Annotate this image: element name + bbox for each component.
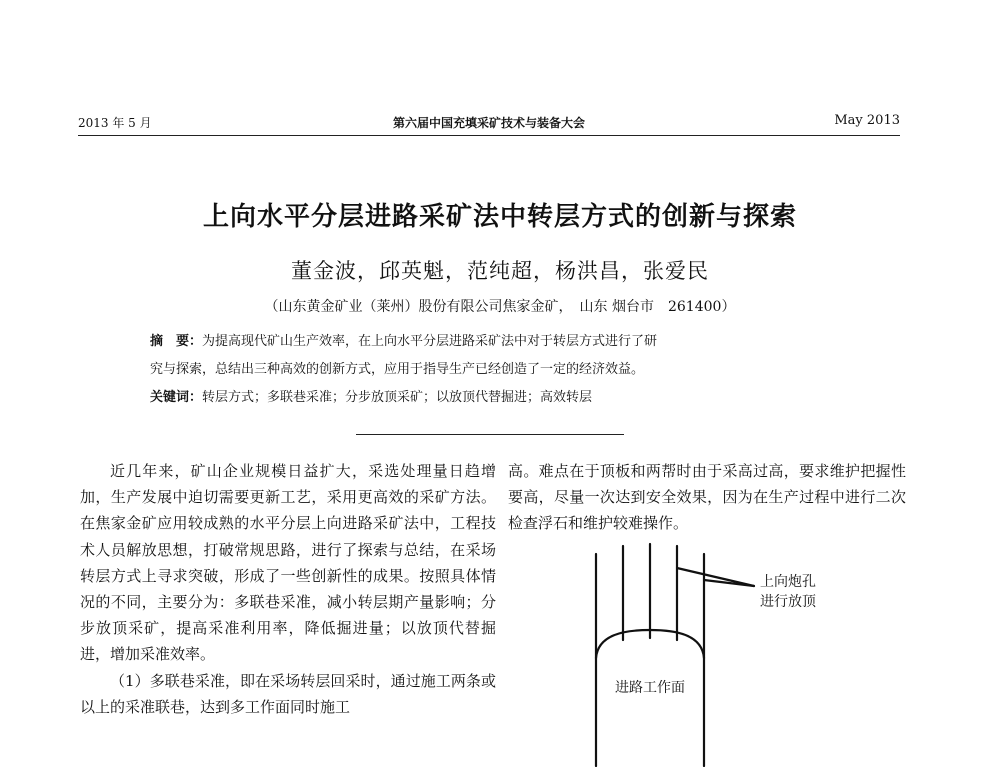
callout-leader [677,568,754,586]
paragraph-intro [80,458,496,668]
abstract-line-1 [150,332,850,352]
callout-text-1: 上向炮孔 [760,574,816,590]
keywords-line [150,388,850,408]
body-left-column [80,458,496,720]
text-line: 效的采矿方法。在焦家金矿应用较成熟的水平分层 [80,488,496,533]
paper-authors: 董金波，邱英魁，范纯超，杨洪昌，张爱民 [291,259,709,283]
paper-affiliation: （山东黄金矿业（莱州）股份有限公司焦家金矿， 山东 烟台市 261400） [264,299,736,315]
text-line: 顶代替掘进，增加采准效率。 [80,619,496,664]
paragraph-multi-lane [80,668,496,720]
text-line: 日趋增加，生产发展中迫切需要更新工艺，采用更高 [80,462,496,507]
text-line: 不同，主要分为：多联巷采准，减小转层期产量影响； [110,593,481,612]
abstract-text-1: 为提高现代矿山生产效率，在上向水平分层进路采矿法中对于转层方式进行了研 [202,334,658,349]
text-line: （1）多联巷采准，即在采场转层回采时，通过施 [110,671,436,690]
text-line: 上向进路采矿法中，工程技术人员解放思想，打破常 [80,514,496,559]
paper-title: 上向水平分层进路采矿法中转层方式的创新与探索 [202,202,797,232]
body-right-column [508,458,906,537]
header-divider [78,135,900,136]
header-date: 2013 年 5 月 [78,116,152,130]
abstract-line-2 [150,360,850,380]
text-line: 护把握性要高，尽量一次达到安全效果，因为在生产 [508,462,906,507]
abstract-divider [356,434,624,435]
abstract-text-2: 究与探索，总结出三种高效的创新方式，应用于指导生产已经创造了一定的经济效益。 [150,362,645,377]
header-conference: 第六届中国充填采矿技术与装备大会 [392,116,585,130]
text-line: 近几年来，矿山企业规模日益扩大，采选处理量 [110,462,449,480]
running-header [78,110,900,134]
text-line: 规思路，进行了探索与总结，在采场转层方式上寻求 [80,540,496,585]
keywords-label: 关键词： [150,390,203,405]
callout-text-2: 进行放顶 [760,594,816,610]
text-line: 工两条或以上的采准联巷，达到多工作面同时施工 [80,671,496,716]
abstract-label: 摘 要： [150,334,203,349]
keywords-text: 转层方式；多联巷采准；分步放顶采矿；以放顶代替掘进；高效转层 [202,390,593,405]
text-line: 高。难点在于顶板和两帮时由于采高过高，要求维 [508,462,846,480]
figure-upward-blasting [588,540,828,767]
paragraph-continued [508,458,906,537]
drift-label: 进路工作面 [615,680,685,696]
header-date-en: May 2013 [834,113,900,128]
text-line: 突破，形成了一些创新性的成果。按照具体情况的 [80,566,496,612]
text-line: 过程中进行二次检查浮石和维护较难操作。 [508,488,906,533]
figure-drawing [588,540,828,767]
text-line: 分步放顶采矿，提高采准利用率，降低掘进量；以放 [80,593,496,638]
